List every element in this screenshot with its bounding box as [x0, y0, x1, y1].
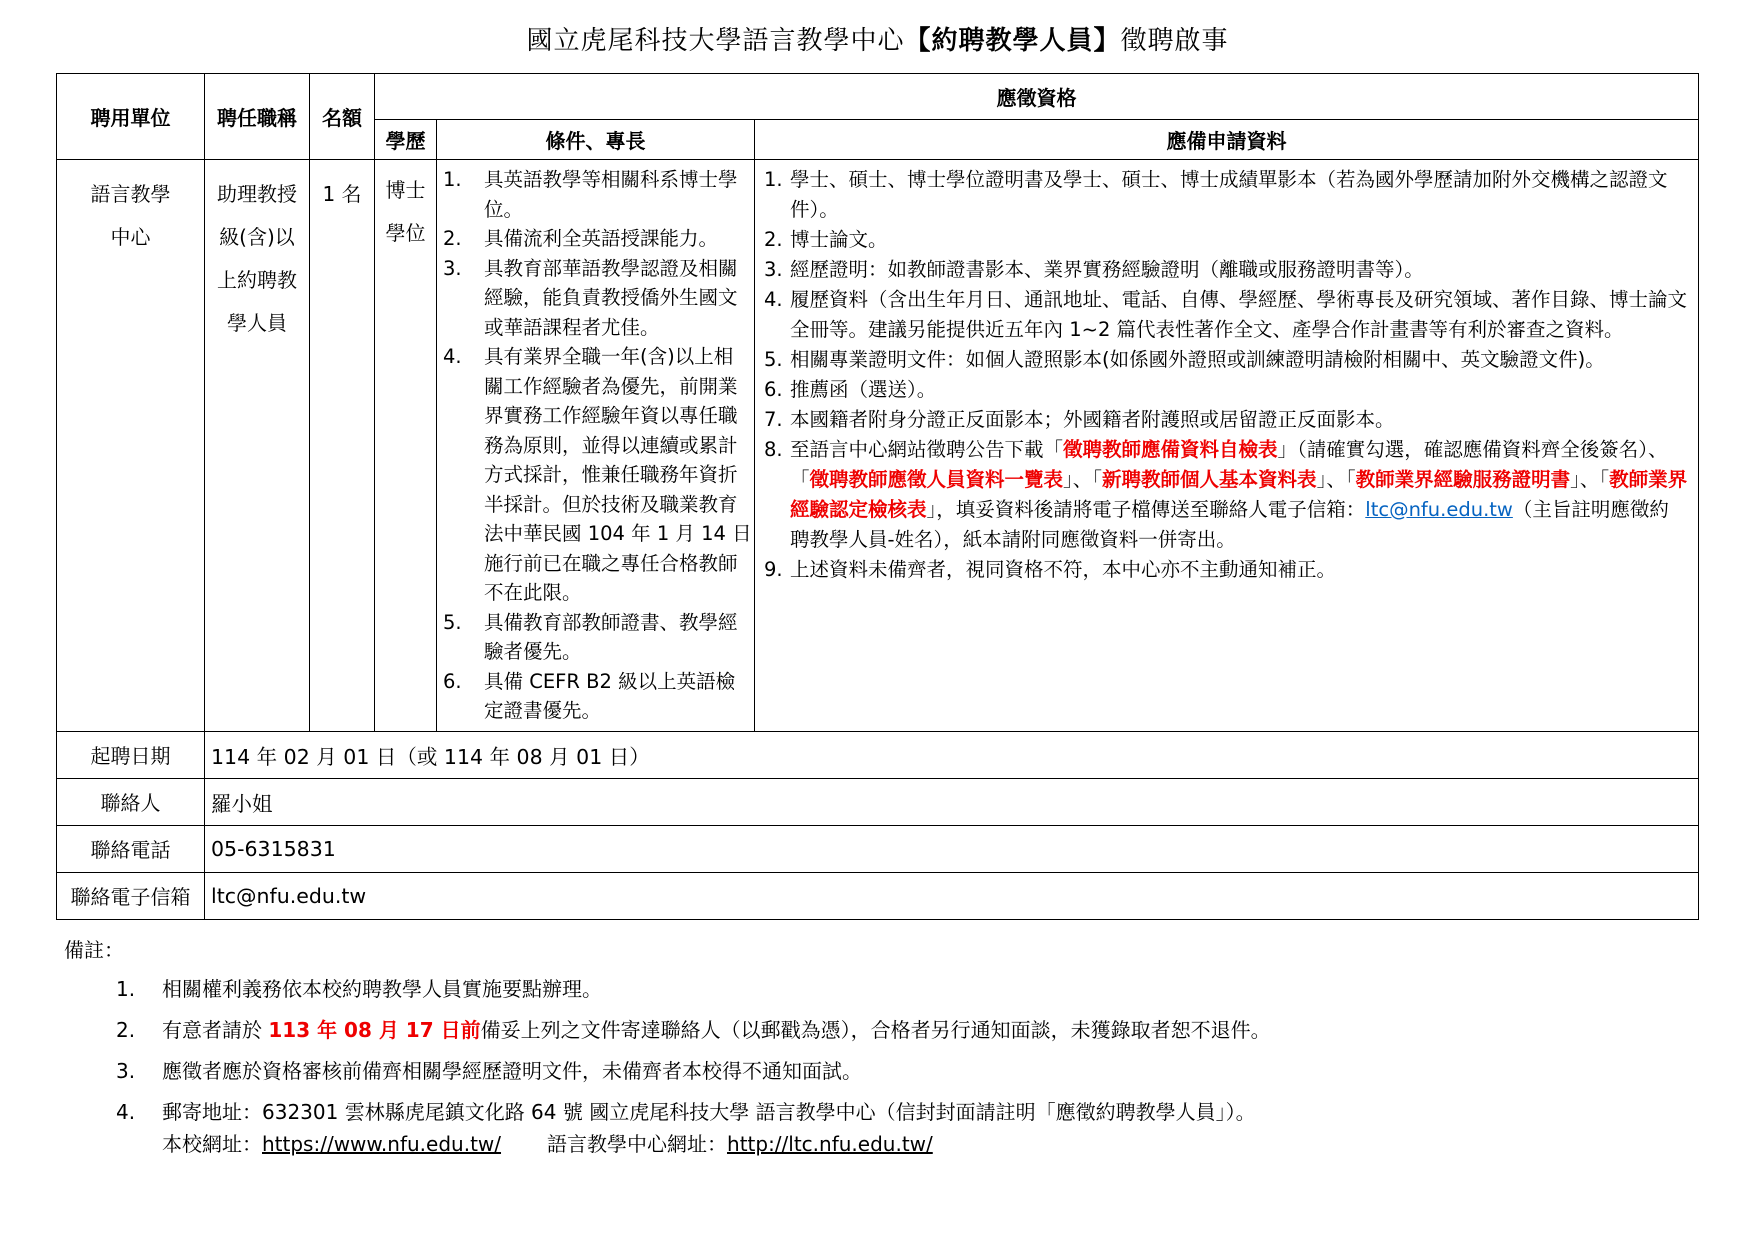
- contact-email-value: ltc@nfu.edu.tw: [205, 872, 1699, 919]
- item-number: 8.: [764, 438, 783, 461]
- condition-item: [440, 165, 752, 224]
- item-text: [790, 345, 1688, 375]
- item-number: 5.: [764, 348, 783, 371]
- document-item: [761, 285, 1688, 345]
- contact-person-value: 羅小姐: [205, 778, 1699, 825]
- text-segment: 具教育部華語教學認證及相關經驗，能負責教授僑外生國文或華語課程者尤佳。: [484, 256, 738, 339]
- item-text: [484, 342, 752, 608]
- education-line: 學位: [385, 221, 426, 245]
- item-text: [790, 225, 1688, 255]
- remark-item: [112, 1014, 1699, 1046]
- document-item: [761, 165, 1688, 225]
- condition-item: [440, 342, 752, 608]
- table-row-start-date: [57, 731, 1699, 778]
- item-text: [790, 255, 1688, 285]
- document-item: [761, 225, 1688, 255]
- text-segment: 具備教育部教師證書、教學經驗者優先。: [484, 610, 738, 663]
- item-number: 4.: [443, 345, 462, 368]
- document-item: [761, 255, 1688, 285]
- item-number: 1.: [764, 168, 783, 191]
- document-item: [761, 435, 1688, 555]
- documents-list: [761, 165, 1688, 585]
- item-text: [790, 285, 1688, 345]
- education-cell: [375, 160, 437, 732]
- remark-item: [112, 1055, 1699, 1087]
- item-text: [162, 973, 1699, 1005]
- item-number: 6.: [443, 669, 462, 693]
- item-text: [162, 1014, 1699, 1046]
- position-line: 級(含)以: [219, 225, 295, 249]
- title-emphasis: 【約聘教學人員】: [904, 26, 1121, 56]
- start-date-label: 起聘日期: [57, 731, 205, 778]
- item-text: [484, 608, 752, 667]
- condition-item: [440, 667, 752, 726]
- text-segment: 」、「: [1063, 468, 1103, 491]
- item-text: [162, 1096, 1699, 1160]
- text-segment: 」，填妥資料後請將電子檔傳送至聯絡人電子信箱：: [926, 498, 1366, 521]
- item-text: [162, 1055, 1699, 1087]
- quota-cell: [310, 160, 375, 732]
- item-number: 2.: [443, 227, 462, 250]
- header-qualification: 應徵資格: [375, 74, 1699, 120]
- document-item: [761, 375, 1688, 405]
- position-cell: [205, 160, 310, 732]
- item-text: [484, 165, 752, 224]
- text-segment: 具備 CEFR B2 級以上英語檢定證書優先。: [484, 669, 736, 722]
- page-title: [56, 20, 1699, 57]
- url-link[interactable]: http://ltc.nfu.edu.tw/: [727, 1131, 933, 1156]
- table-row-contact-phone: [57, 825, 1699, 872]
- table-row: [57, 160, 1699, 732]
- item-number: 3.: [443, 256, 462, 280]
- text-segment: 推薦函（選送）。: [790, 378, 937, 401]
- item-text: [484, 254, 752, 343]
- document-item: [761, 555, 1688, 585]
- condition-item: [440, 254, 752, 343]
- item-number: 3.: [764, 258, 783, 281]
- email-link[interactable]: ltc@nfu.edu.tw: [1365, 498, 1513, 521]
- condition-item: [440, 224, 752, 254]
- conditions-list: [440, 165, 752, 726]
- item-text: [790, 555, 1688, 585]
- text-segment: 郵寄地址：632301 雲林縣虎尾鎮文化路 64 號 國立虎尾科技大學 語言教學中心（信封封面請註明「應徵約聘教學人員」）。: [162, 1099, 1256, 1124]
- title-prefix: 國立虎尾科技大學語言教學中心: [526, 26, 905, 56]
- text-segment: 具備流利全英語授課能力。: [484, 227, 719, 250]
- condition-item: [440, 608, 752, 667]
- remarks-list: [64, 973, 1699, 1160]
- item-number: 1.: [116, 976, 136, 1001]
- recruitment-table: [56, 73, 1699, 920]
- text-segment: 至語言中心網站徵聘公告下載「: [790, 438, 1064, 461]
- text-segment: 應徵者應於資格審核前備齊相關學經歷證明文件，未備齊者本校得不通知面試。: [162, 1058, 862, 1083]
- text-segment: 經歷證明：如教師證書影本、業界實務經驗證明（離職或服務證明書等）。: [790, 258, 1424, 281]
- documents-cell: [755, 160, 1699, 732]
- header-education: 學歷: [375, 120, 437, 160]
- text-segment: 語言教學中心網址：: [547, 1131, 728, 1156]
- text-segment: 履歷資料（含出生年月日、通訊地址、電話、自傳、學經歷、學術專長及研究領域、著作目錄、博士論文全冊等。建議另能提供近五年內 1~2 篇代表性著作全文、產學合作計畫書等有利於審查之資料。: [790, 288, 1688, 341]
- red-emphasis-text: 教師業界經驗認定檢核表: [790, 468, 1688, 521]
- item-number: 2.: [764, 228, 783, 251]
- text-segment: 具英語教學等相關科系博士學位。: [484, 168, 738, 221]
- text-segment: 本校網址：: [162, 1131, 262, 1156]
- item-number: 9.: [764, 558, 783, 581]
- red-emphasis-text: 113 年 08 月 17 日前: [268, 1017, 481, 1042]
- quota-value: 1 名: [322, 182, 362, 206]
- text-segment: 」、「: [1316, 468, 1356, 491]
- text-segment: 相關專業證明文件：如個人證照影本(如係國外證照或訓練證明請檢附相關中、英文驗證文件)。: [790, 348, 1605, 371]
- text-segment: 上述資料未備齊者，視同資格不符，本中心亦不主動通知補正。: [790, 558, 1337, 581]
- contact-phone-value: 05-6315831: [205, 825, 1699, 872]
- title-suffix: 徵聘啟事: [1120, 26, 1229, 56]
- item-text: [790, 435, 1688, 555]
- item-number: 6.: [764, 378, 783, 401]
- unit-cell: [57, 160, 205, 732]
- conditions-cell: [437, 160, 755, 732]
- text-segment: 有意者請於: [162, 1017, 269, 1042]
- item-number: 4.: [116, 1099, 136, 1124]
- item-number: 3.: [116, 1058, 136, 1083]
- item-number: 1.: [443, 168, 462, 191]
- text-segment: 博士論文。: [790, 228, 888, 251]
- text-segment: 本國籍者附身分證正反面影本；外國籍者附護照或居留證正反面影本。: [790, 408, 1395, 431]
- header-documents: 應備申請資料: [755, 120, 1699, 160]
- header-position: 聘任職稱: [205, 74, 310, 160]
- item-number: 2.: [116, 1017, 136, 1042]
- contact-phone-label: 聯絡電話: [57, 825, 205, 872]
- table-row-contact-person: [57, 778, 1699, 825]
- item-text: [790, 405, 1688, 435]
- unit-line: 語言教學: [90, 182, 171, 206]
- position-line: 助理教授: [217, 182, 297, 206]
- header-unit: 聘用單位: [57, 74, 205, 160]
- text-segment: 相關權利義務依本校約聘教學人員實施要點辦理。: [162, 976, 602, 1001]
- text-segment: 學士、碩士、博士學位證明書及學士、碩士、博士成績單影本（若為國外學歷請加附外交機構之認證文件）。: [790, 168, 1668, 221]
- url-link[interactable]: https://www.nfu.edu.tw/: [262, 1131, 502, 1156]
- position-line: 上約聘教: [217, 268, 297, 292]
- start-date-value: 114 年 02 月 01 日（或 114 年 08 月 01 日）: [205, 731, 1699, 778]
- red-emphasis-text: 徵聘教師應徵人員資料一覽表: [809, 468, 1064, 491]
- red-emphasis-text: 新聘教師個人基本資料表: [1102, 468, 1317, 491]
- item-text: [484, 667, 752, 726]
- remarks-label: 備註：: [64, 937, 124, 962]
- document-item: [761, 405, 1688, 435]
- document-item: [761, 345, 1688, 375]
- text-segment: 備妥上列之文件寄達聯絡人（以郵戳為憑），合格者另行通知面談，未獲錄取者恕不退件。: [480, 1017, 1271, 1042]
- unit-line: 中心: [110, 225, 151, 249]
- text-segment: （主旨註明應徵約聘教學人員-姓名），紙本請附同應徵資料一併寄出。: [790, 498, 1669, 551]
- contact-person-label: 聯絡人: [57, 778, 205, 825]
- contact-email-label: 聯絡電子信箱: [57, 872, 205, 919]
- text-segment: 具有業界全職一年(含)以上相關工作經驗者為優先，前開業界實務工作經驗年資以專任職務為原則，並得以連續或累計方式採計，惟兼任職務年資折半採計。但於技術及職業教育法中華民國 104 年 1 月 14 日施行前已在職之專任合格教師不在此限。: [484, 345, 752, 604]
- item-number: 5.: [443, 610, 462, 634]
- item-text: [484, 224, 752, 254]
- position-line: 學人員: [227, 311, 287, 335]
- remarks-section: [56, 920, 1699, 1160]
- table-row-contact-email: [57, 872, 1699, 919]
- item-number: 4.: [764, 288, 783, 311]
- item-number: 7.: [764, 408, 783, 431]
- text-segment: 」、「: [1570, 468, 1610, 491]
- education-line: 博士: [385, 178, 426, 202]
- remark-item: [112, 1096, 1699, 1160]
- remark-item: [112, 973, 1699, 1005]
- red-emphasis-text: 教師業界經驗服務證明書: [1355, 468, 1571, 491]
- text-segment: 」（請確實勾選，確認應備資料齊全後簽名）、「: [790, 438, 1668, 491]
- red-emphasis-text: 徵聘教師應備資料自檢表: [1063, 438, 1278, 461]
- header-conditions: 條件、專長: [437, 120, 755, 160]
- header-quota: 名額: [310, 74, 375, 160]
- item-text: [790, 375, 1688, 405]
- item-text: [790, 165, 1688, 225]
